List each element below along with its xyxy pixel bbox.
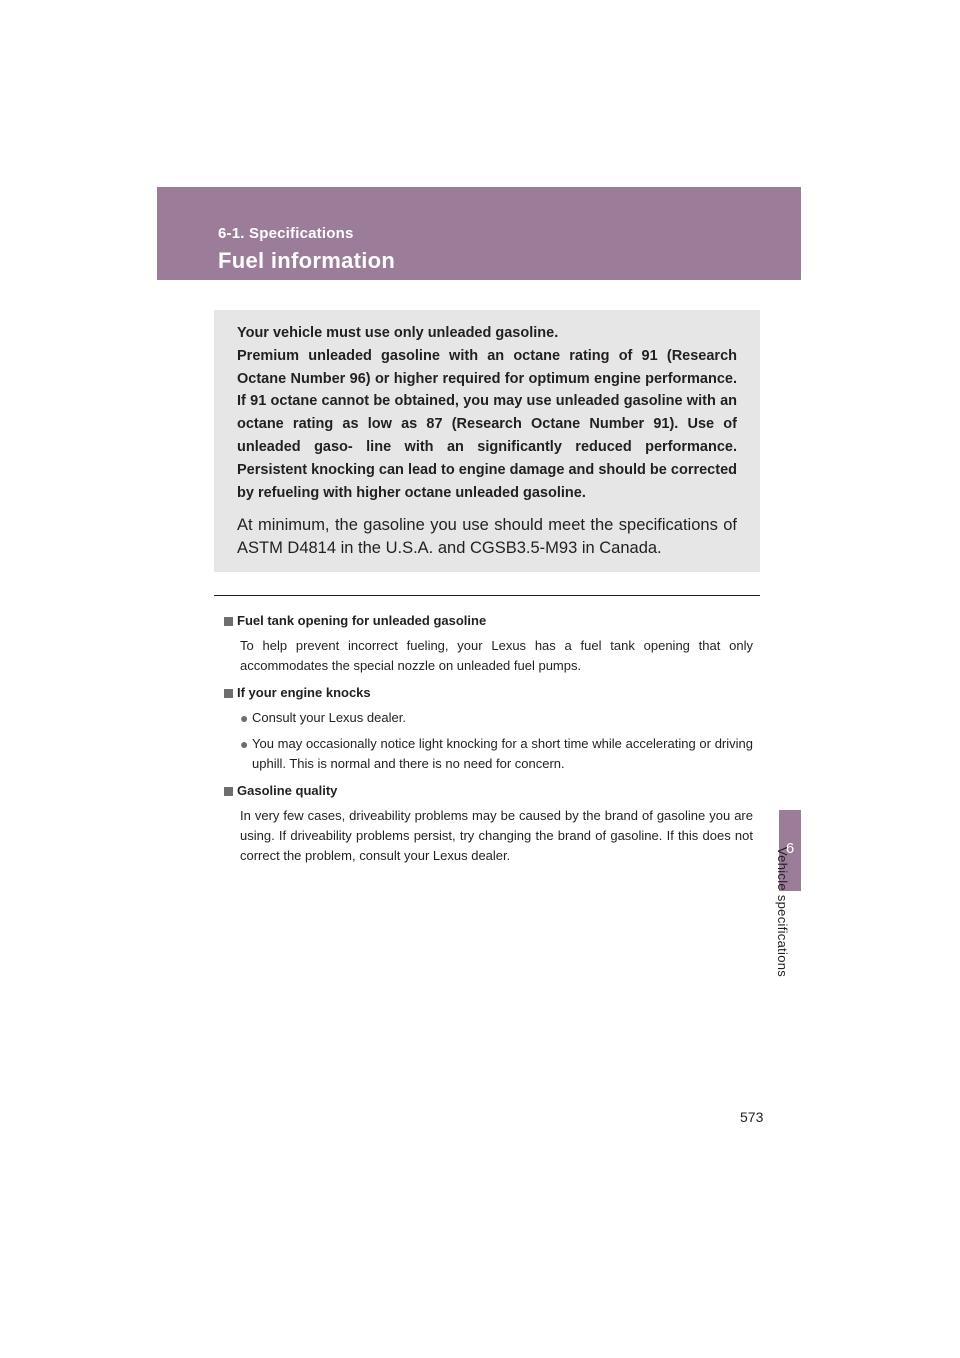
section-heading-text: Gasoline quality	[237, 783, 338, 798]
list-item	[240, 734, 753, 774]
section-heading-engine-knocks	[224, 684, 753, 702]
chapter-header	[157, 187, 801, 280]
square-bullet-icon	[224, 689, 233, 698]
page-title: Fuel information	[218, 248, 396, 273]
section-heading-gasoline-quality	[224, 782, 753, 800]
section-divider	[214, 595, 760, 596]
info-bold-paragraph-2: Premium unleaded gasoline with an octane rating of 91 (Research Octane Number 96) or higher required for optimum engine performance. If 91 octane cannot be obtained, you may use unleaded gasoline with an octane rating as low as 87 (Research Octane Number 91). Use of unleaded gaso- line with an significantly reduced performance. Persistent knocking can lead to engine damage and should be corrected by refueling with higher octane unleaded gasoline.	[237, 347, 737, 501]
section-heading-text: Fuel tank opening for unleaded gasoline	[237, 613, 487, 628]
page-number: 573	[740, 1109, 764, 1125]
section-label: 6-1. Specifications	[218, 225, 354, 242]
section-text-gasoline-quality: In very few cases, driveability problems may be caused by the brand of gasoline you are using. If driveability problems persist, try changing the brand of gasoline. If this does not correct the problem, consult your Lexus dealer.	[240, 808, 753, 863]
circle-bullet-icon: ●	[240, 710, 249, 726]
square-bullet-icon	[224, 617, 233, 626]
fuel-info-box	[214, 310, 760, 572]
section-heading-fuel-tank	[224, 612, 753, 630]
chapter-side-label: Vehicle specifications	[775, 846, 790, 978]
list-item-text: You may occasionally notice light knocking for a short time while accelerating or driving uphill. This is normal and there is no need for concern.	[252, 736, 753, 771]
square-bullet-icon	[224, 787, 233, 796]
info-bold-paragraph-1: Your vehicle must use only unleaded gasoline.	[237, 325, 559, 341]
info-plain-paragraph: At minimum, the gasoline you use should meet the specifications of ASTM D4814 in the U.S.A. and CGSB3.5-M93 in Canada.	[237, 516, 737, 558]
circle-bullet-icon: ●	[240, 736, 249, 752]
notes-content	[224, 612, 753, 866]
section-text-fuel-tank: To help prevent incorrect fueling, your Lexus has a fuel tank opening that only accommodates the special nozzle on unleaded fuel pumps.	[240, 638, 753, 673]
list-item-text: Consult your Lexus dealer.	[252, 710, 406, 725]
list-item	[240, 708, 753, 728]
chapter-number: 6	[785, 840, 795, 857]
section-heading-text: If your engine knocks	[237, 685, 371, 700]
